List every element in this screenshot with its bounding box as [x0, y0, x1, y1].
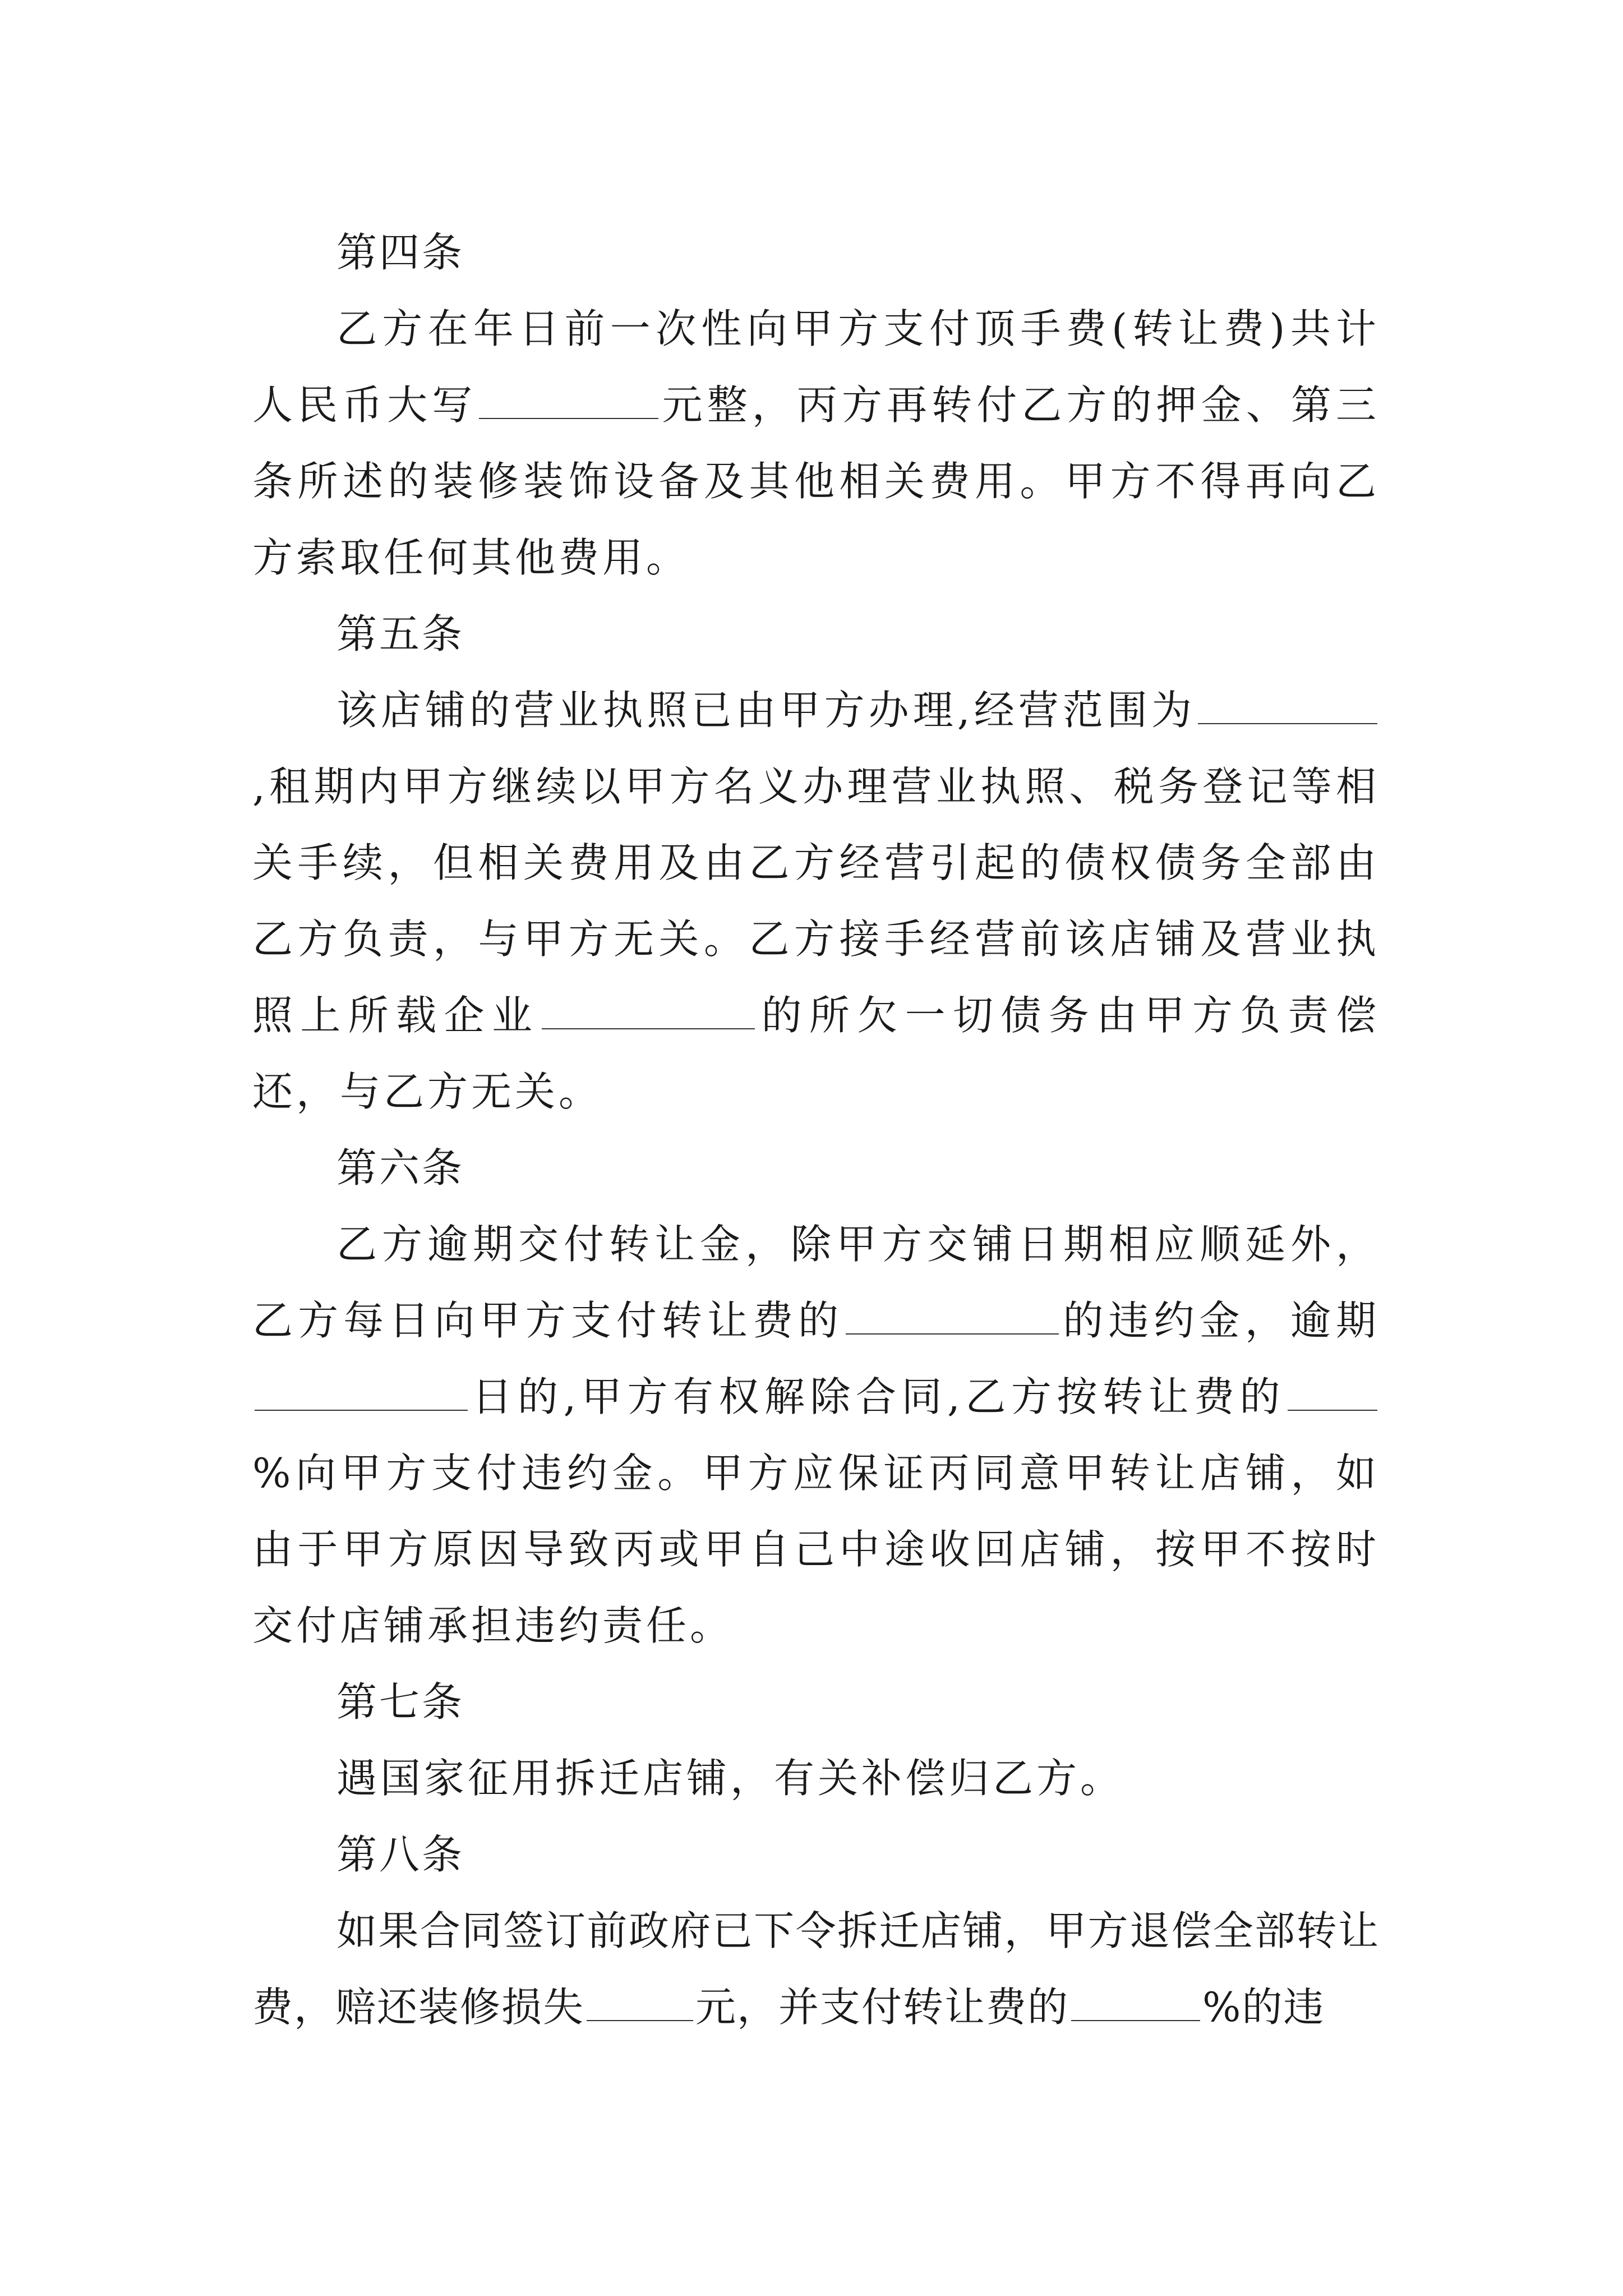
article-8-title: 第八条 [336, 1831, 465, 1878]
article-6-text-part-3: 日的,甲方有权解除合同,乙方按转让费的 [470, 1373, 1285, 1420]
renovation-loss-blank[interactable] [587, 1983, 693, 2021]
article-6-text-part-4: %向甲方支付违约金。甲方应保证丙同意甲转让店铺，如由于甲方原因导致丙或甲自己中途收回店铺，按甲不按时交付店铺承担违约责任。 [252, 1450, 1380, 1649]
article-6-text-part-1: 乙方逾期交付转让金，除甲方交铺日期相应顺延外，乙方每日向甲方支付转让费的 [252, 1221, 1380, 1344]
penalty-percent-blank[interactable] [1288, 1373, 1377, 1411]
article-8-text [252, 1893, 1380, 2045]
article-6-title: 第六条 [336, 1144, 465, 1191]
compensation-percent-blank[interactable] [1071, 1983, 1200, 2021]
article-8-text-part-3: %的违 [1202, 1984, 1325, 2031]
business-scope-blank[interactable] [1198, 686, 1377, 724]
article-4-text [252, 291, 1380, 596]
article-8-text-part-1: 如果合同签订前政府已下令拆迁店铺，甲方退偿全部转让费，赔还装修损失 [252, 1907, 1380, 2031]
article-4-text-part-1: 乙方在年日前一次性向甲方支付顶手费(转让费)共计人民币大写 [252, 305, 1380, 429]
article-6-text-part-2: 的违约金，逾期 [1061, 1297, 1380, 1344]
article-5-text-part-1: 该店铺的营业执照已由甲方办理,经营范围为 [336, 687, 1196, 734]
amount-in-words-blank[interactable] [479, 381, 658, 419]
article-7-text-part-1: 遇国家征用拆迁店铺，有关补偿归乙方。 [336, 1755, 1124, 1802]
article-5-title: 第五条 [336, 610, 465, 657]
article-7-text [252, 1740, 1380, 1816]
article-4-text-part-2: 元整，丙方再转付乙方的押金、第三条所述的装修装饰设备及其他相关费用。甲方不得再向乙方索取任何其他费用。 [252, 381, 1380, 581]
article-5-text-part-2: ,租期内甲方继续以甲方名义办理营业执照、税务登记等相关手续，但相关费用及由乙方经营引起的债权债务全部由乙方负责，与甲方无关。乙方接手经营前该店铺及营业执照上所载企业 [252, 763, 1380, 1039]
contract-body [252, 214, 1380, 2045]
daily-penalty-rate-blank[interactable] [846, 1296, 1059, 1335]
article-6-text [252, 1206, 1380, 1664]
enterprise-name-blank[interactable] [542, 991, 755, 1029]
article-5-text [252, 672, 1380, 1130]
overdue-days-blank[interactable] [255, 1373, 468, 1411]
article-4-title: 第四条 [336, 229, 465, 276]
article-8-text-part-2: 元，并支付转让费的 [695, 1984, 1069, 2031]
article-7-title: 第七条 [336, 1678, 465, 1726]
article-5-text-part-3: 的所欠一切债务由甲方负责偿还，与乙方无关。 [252, 992, 1380, 1115]
